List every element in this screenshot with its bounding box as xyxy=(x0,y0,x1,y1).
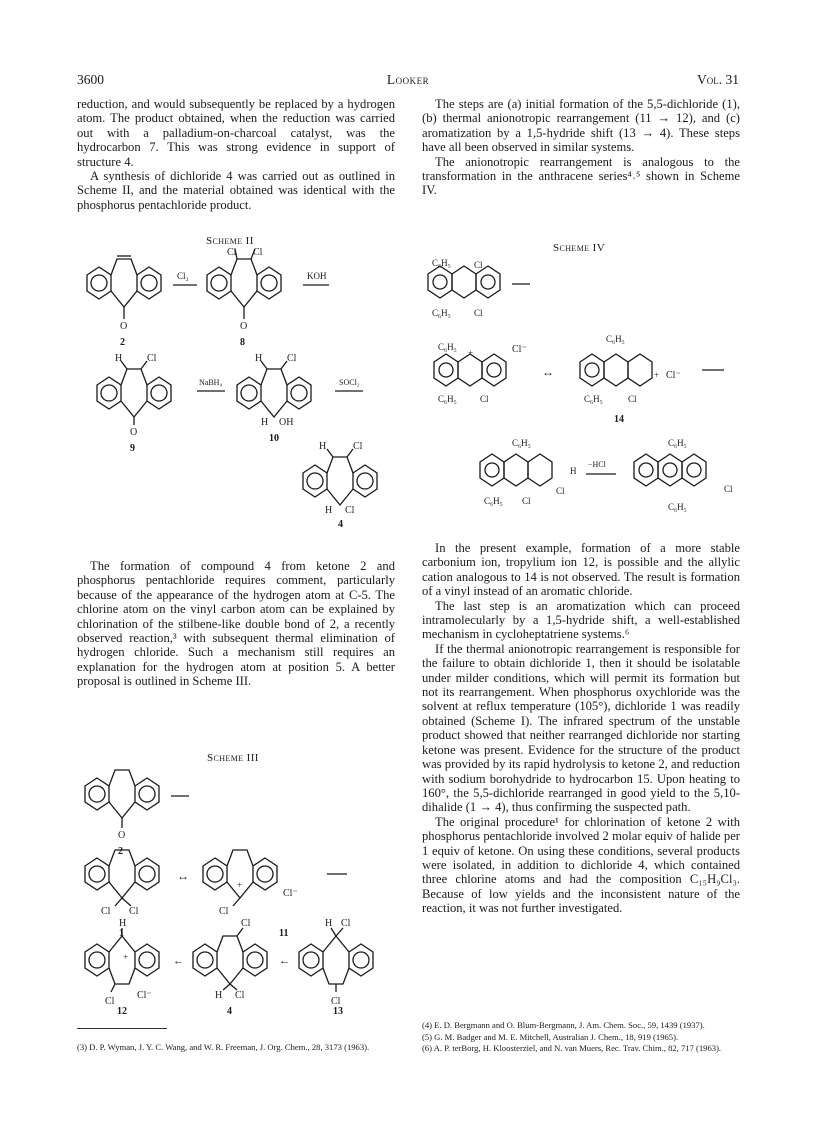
atom-label: Cl xyxy=(219,906,229,917)
reagent-label: NaBH₄ xyxy=(199,378,223,387)
atom-label: Cl xyxy=(480,394,489,404)
paragraph: A synthesis of dichloride 4 was carried out as outlined in Scheme II, and the material obtained was identical with the phosphorus pentachloride product. xyxy=(77,169,395,212)
atom-label: Cl xyxy=(341,918,351,929)
compound-10-structure xyxy=(237,361,311,417)
atom-label: C₆H₅ xyxy=(438,394,457,404)
right-column-top xyxy=(422,97,740,198)
atom-label: Cl xyxy=(556,486,565,496)
paragraph: The formation of compound 4 from ketone 2 and phosphorus pentachloride requires comment, particularly because of the appearance of the hydrogen atom at C-5. The chlorine atom on the vinyl carbon atom can be explained by chlorination of the stilbene-like double bond of 2, a recently observed reaction,³ with subsequent thermal elimination of hydrogen chloride. Such a mechanism still requires an explanation for the hydrogen atom at position 5. A better proposal is outlined in Scheme III. xyxy=(77,559,395,689)
atom-label: Cl xyxy=(147,353,157,364)
compound-2-structure xyxy=(85,770,159,828)
atom-label: H xyxy=(119,918,127,929)
compound-number: 10 xyxy=(269,433,279,444)
atom-label: H xyxy=(261,417,269,428)
paragraph: In the present example, formation of a more stable carbonium ion, tropylium ion 12, is possible and the allylic cation analogous to 14 is not observed. The result is formation of a vinyl instead of an aromatic chloride. xyxy=(422,541,740,599)
compound-2-structure xyxy=(87,256,161,319)
compound-number: 11 xyxy=(279,928,289,939)
reaction-arrow: ← xyxy=(279,955,290,967)
atom-label: C₆H₅ xyxy=(606,334,625,344)
atom-label: C₆H₅ xyxy=(584,394,603,404)
compound-number: 2 xyxy=(120,337,125,348)
author-name: Looker xyxy=(386,72,430,87)
scheme-2-title: Scheme II xyxy=(206,235,254,247)
atom-label: C₆H₅ xyxy=(668,502,687,512)
atom-label: C₆H₅ xyxy=(432,258,451,268)
scheme-4-title: Scheme IV xyxy=(553,242,606,254)
atom-label: Cl xyxy=(235,990,245,1001)
compound-number: 1 xyxy=(119,928,124,939)
reaction-arrow: ← xyxy=(173,955,184,967)
atom-label: H xyxy=(325,918,333,929)
scheme-3-figure xyxy=(77,764,417,1014)
compound-number: 9 xyxy=(130,443,135,454)
compound-1-structure xyxy=(85,850,159,906)
footnote: (6) A. P. terBorg, H. Kloosterziel, and N. van Muers, Rec. Trav. Chim., 82, 717 (1963). xyxy=(422,1043,722,1054)
atom-label: Cl xyxy=(129,906,139,917)
compound-number: 2 xyxy=(118,846,123,857)
compound-number: 4 xyxy=(227,1006,232,1014)
atom-label: Cl xyxy=(724,484,733,494)
compound-number: 14 xyxy=(614,414,624,425)
compound-number: 4 xyxy=(338,519,343,530)
compound-8-structure xyxy=(207,249,281,319)
atom-label: C₆H₅ xyxy=(512,438,531,448)
atom-label: Cl xyxy=(227,247,237,258)
atom-label: Cl⁻ xyxy=(666,370,681,381)
reagent-label: Cl₂ xyxy=(177,271,189,281)
atom-label: OH xyxy=(279,417,294,428)
charge-label: + xyxy=(123,952,129,962)
atom-label: Cl xyxy=(101,906,111,917)
paragraph: reduction, and would subsequently be replaced by a hydrogen atom. The product obtained, when the reduction was carried out with a palladium-on-charcoal catalyst, was the hydrocarbon 7. This was strong evidence in support of structure 4. xyxy=(77,97,395,169)
anthracene-product-structure xyxy=(634,454,706,486)
atom-label: H xyxy=(325,505,333,516)
atom-label: Cl xyxy=(253,247,263,258)
resonance-arrow: ↔ xyxy=(542,365,554,379)
footnote: (3) D. P. Wyman, J. Y. C. Wang, and W. R. Freeman, J. Org. Chem., 28, 3173 (1963). xyxy=(77,1042,370,1052)
scheme-4-figure xyxy=(420,254,745,526)
atom-label: O xyxy=(240,321,248,332)
charge-label: + xyxy=(237,880,243,890)
atom-label: Cl xyxy=(628,394,637,404)
paragraph: The last step is an aromatization which can proceed intramolecularly by a 1,5-hydride shift, a well-established mechanism in cycloheptatriene systems.⁶ xyxy=(422,598,740,642)
compound-13-structure xyxy=(299,928,373,992)
footnote: (4) E. D. Bergmann and O. Blum-Bergmann, J. Am. Chem. Soc., 59, 1439 (1937). xyxy=(422,1020,705,1030)
compound-14-structure xyxy=(580,354,652,386)
atom-label: Cl xyxy=(522,496,531,506)
atom-label: Cl xyxy=(287,353,297,364)
scheme-3-title: Scheme III xyxy=(207,752,259,764)
scheme-2-figure xyxy=(77,245,417,520)
atom-label: Cl xyxy=(105,996,115,1007)
reagent-label: −HCl xyxy=(588,460,606,469)
page-number: 3600 xyxy=(77,72,104,87)
compound-11-structure xyxy=(203,850,277,906)
atom-label: C₆H₅ xyxy=(438,342,457,352)
reagent-label: KOH xyxy=(307,271,327,281)
atom-label: Cl xyxy=(241,918,251,929)
charge-label: + xyxy=(468,348,474,358)
charge-label: + xyxy=(654,370,660,380)
paragraph: If the thermal anionotropic rearrangement is responsible for the failure to obtain dichloride 1, then it should be isolatable under milder conditions, which will permit its formation but not its rearrangement. When phosphorus oxychloride was the solvent at reflux temperature (105°), dichloride 1 was readily obtained (Scheme I). The infrared spectrum of the unstable product showed that neither rearranged dichloride nor starting ketone was present. Evidence for the structure of the product was provided by its rapid hydrolysis to ketone 2, and reduction with sodium borohydride to hydrocarbon 15. Upon heating to 160°, the 5,5-dichloride rearranged in good yield to the 5,10-dihalide (1 → 4), thus confirming the suspected path. xyxy=(422,641,740,815)
compound-4-structure xyxy=(193,928,267,990)
left-column-top xyxy=(77,97,395,212)
atom-label: Cl xyxy=(353,441,363,452)
resonance-arrow: ↔ xyxy=(177,869,189,883)
left-column-middle xyxy=(77,559,395,689)
atom-label: H xyxy=(115,353,123,364)
compound-9-structure xyxy=(97,361,171,425)
footnotes-left xyxy=(77,1042,395,1054)
atom-label: H xyxy=(570,466,577,476)
atom-label: C₆H₅ xyxy=(432,308,451,318)
cation-structure xyxy=(434,354,506,386)
volume-label: Vol. 31 xyxy=(697,72,739,87)
atom-label: C₆H₅ xyxy=(484,496,503,506)
atom-label: C₆H₅ xyxy=(668,438,687,448)
atom-label: Cl⁻ xyxy=(512,344,527,355)
paragraph: The steps are (a) initial formation of the 5,5-dichloride (1), (b) thermal anionotropic rearrangement (11 → 12), and (c) aromatization by a 1,5-hydride shift (13 → 4). These steps have all been observed in similar systems. xyxy=(422,97,740,155)
atom-label: Cl⁻ xyxy=(283,888,298,899)
atom-label: H xyxy=(319,441,327,452)
atom-label: Cl xyxy=(474,260,483,270)
atom-label: H xyxy=(215,990,223,1001)
atom-label: Cl⁻ xyxy=(137,990,152,1001)
paragraph: The original procedure¹ for chlorination of ketone 2 with phosphorus pentachloride involved 2 molar equiv of halide per 1 equiv of ketone. On using these conditions, several products were isolated, in addition to dichloride 4, which contained three chlorine atoms and had the composition C₁₅H₉Cl₃. Because of low yields and the inconsistent nature of the reaction, it was not further investigated. xyxy=(422,814,740,916)
paragraph: The anionotropic rearrangement is analogous to the transformation in the anthracene series⁴˒⁵ shown in Scheme IV. xyxy=(422,154,740,198)
compound-number: 13 xyxy=(333,1006,343,1014)
allylic-chloride-structure xyxy=(480,454,552,486)
atom-label: H xyxy=(255,353,263,364)
atom-label: O xyxy=(118,830,126,841)
atom-label: Cl xyxy=(474,308,483,318)
footnote: (5) G. M. Badger and M. E. Mitchell, Australian J. Chem., 18, 919 (1965). xyxy=(422,1031,679,1042)
atom-label: O xyxy=(130,427,138,438)
compound-number: 12 xyxy=(117,1006,127,1014)
dichloride-structure xyxy=(428,266,500,298)
reagent-label: SOCl₂ xyxy=(339,378,360,387)
compound-4-structure xyxy=(303,449,377,505)
atom-label: Cl xyxy=(345,505,355,516)
footnotes-right xyxy=(422,1020,740,1055)
atom-label: Cl xyxy=(331,996,341,1007)
atom-label: O xyxy=(120,321,128,332)
right-column-lower xyxy=(422,541,740,916)
running-header xyxy=(77,72,739,90)
compound-number: 8 xyxy=(240,337,245,348)
footnote-rule xyxy=(77,1028,167,1029)
